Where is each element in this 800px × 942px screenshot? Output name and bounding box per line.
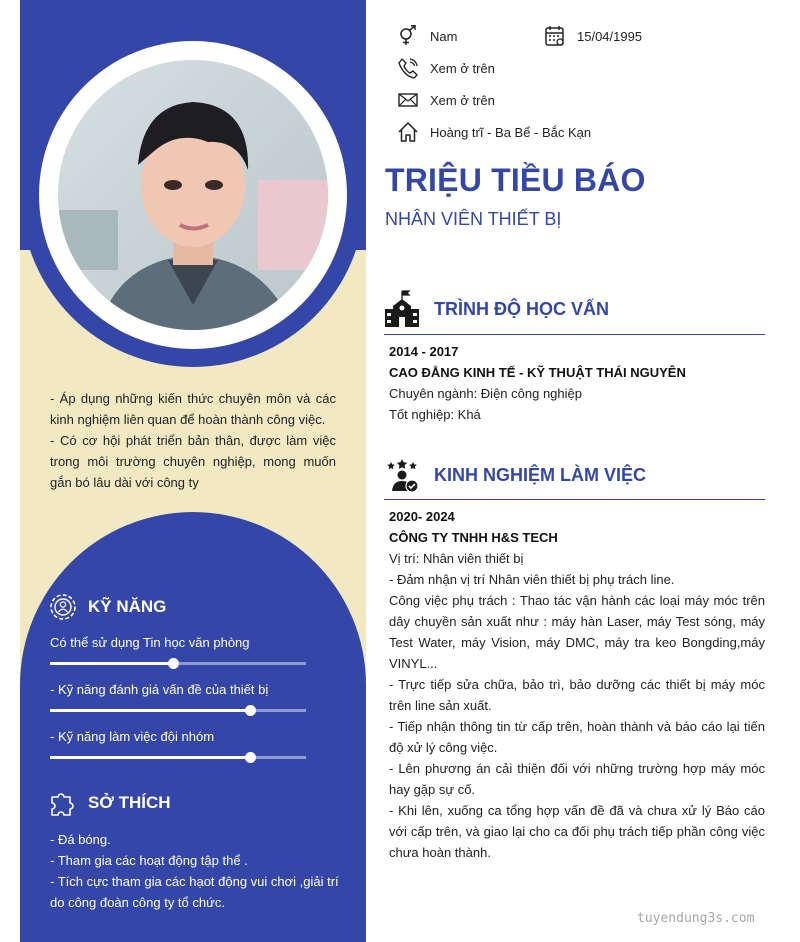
skill-gear-icon: [48, 592, 78, 622]
hobby-item: - Tích cực tham gia các hạot động vui chơi ,giải trí do công đoàn công ty tổ chức.: [50, 874, 339, 910]
experience-line: Công việc phụ trách : Thao tác vận hành các loại máy móc trên dây chuyền sản xuất như : máy hàn Laser, máy Test sóng, máy Test Water, máy Vision, máy DMC, máy tra keo Bongding,máy VINYL...: [389, 593, 765, 671]
hobby-item: - Đá bóng.: [50, 832, 111, 847]
phone-row: [398, 57, 495, 79]
skill-name: Có thể sử dụng Tin học văn phòng: [50, 635, 250, 650]
school-icon: [384, 290, 420, 328]
candidate-name: TRIỆU TIỀU BÁO: [385, 162, 646, 198]
skill-level-knob[interactable]: [245, 705, 256, 716]
experience-line: - Trực tiếp sửa chữa, bảo trì, bảo dưỡng các thiết bị máy móc trên line sản xuất.: [389, 677, 765, 713]
gender-value: Nam: [430, 28, 458, 44]
objective-line: - Có cơ hội phát triển bản thân, được làm việc trong môi trường chuyên nghiệp, mong muốn gắn bó lâu dài với công ty: [50, 433, 336, 490]
skill-bar: [50, 662, 306, 665]
phone-icon: [398, 57, 418, 79]
email-row: [398, 89, 495, 111]
career-objective: [50, 388, 336, 493]
hobby-item: - Tham gia các hoạt động tập thể .: [50, 853, 248, 868]
job-title: NHÂN VIÊN THIẾT BỊ: [385, 209, 562, 229]
hobbies-list: [50, 829, 346, 913]
puzzle-icon: [48, 788, 78, 818]
dob-value: 15/04/1995: [577, 28, 643, 44]
education-grade: Tốt nghiệp: Khá: [389, 407, 481, 422]
avatar-frame: [21, 23, 365, 367]
email-value: Xem ở trên: [430, 92, 495, 108]
education-divider: [384, 334, 765, 335]
experience-line: Vị trí: Nhân viên thiết bị: [389, 551, 524, 566]
skill-level-knob[interactable]: [245, 752, 256, 763]
left-column: [20, 0, 366, 942]
skill-name: - Kỹ năng làm việc đội nhóm: [50, 729, 215, 744]
gender-icon: [398, 25, 418, 47]
education-title: TRÌNH ĐỘ HỌC VẤN: [434, 298, 609, 319]
experience-line: - Khi lên, xuống ca tổng hợp vấn đề đã và chưa xử lý Báo cáo với cấp trên, và giao lại cho ca đối phụ trách tiếp phần công việc chưa hoàn thành.: [389, 803, 765, 860]
objective-line: - Áp dụng những kiến thức chuyên môn và các kinh nghiệm liên quan để hoàn thành công việc.: [50, 391, 336, 427]
skills-heading: [48, 592, 166, 622]
education-entry: [389, 341, 765, 425]
phone-value: Xem ở trên: [430, 60, 495, 76]
team-star-icon: [384, 458, 420, 492]
home-icon: [398, 121, 418, 143]
experience-period: 2020- 2024: [389, 509, 455, 524]
experience-title: KINH NGHIỆM LÀM VIỆC: [434, 464, 647, 485]
education-period: 2014 - 2017: [389, 344, 459, 359]
portrait-photo: [58, 60, 328, 330]
education-heading: [384, 290, 609, 328]
address-row: [398, 121, 591, 143]
experience-line: - Lên phương án cải thiện đối với những trường hợp máy móc hay gặp sự cố.: [389, 761, 765, 797]
experience-heading: [384, 458, 646, 492]
address-value: Hoàng trĩ - Ba Bể - Bắc Kạn: [430, 124, 592, 140]
education-major: Chuyên ngành: Điện công nghiệp: [389, 386, 582, 401]
skill-level-knob[interactable]: [168, 658, 179, 669]
dob-row: [545, 25, 642, 47]
calendar-icon: [545, 25, 565, 47]
experience-line: - Đảm nhận vị trí Nhân viên thiết bị phụ trách line.: [389, 572, 675, 587]
hobbies-title: SỞ THÍCH: [88, 793, 171, 812]
experience-divider: [384, 499, 765, 500]
company-name: CÔNG TY TNHH H&S TECH: [389, 530, 558, 545]
experience-entry: [389, 506, 765, 863]
skills-title: KỸ NĂNG: [88, 597, 167, 616]
avatar: [58, 60, 328, 330]
gender-row: [398, 25, 457, 47]
school-name: CAO ĐẲNG KINH TẾ - KỸ THUẬT THÁI NGUYÊN: [389, 365, 686, 380]
watermark: tuyendung3s.com: [637, 911, 755, 926]
hobbies-heading: [48, 788, 171, 818]
experience-line: - Tiếp nhận thông tin từ cấp trên, hoàn thành và báo cáo lại tiến độ xử lý công việc.: [389, 719, 765, 755]
skill-bar: [50, 709, 306, 712]
skill-name: - Kỹ năng đánh giá vấn đề của thiết bị: [50, 682, 269, 697]
skill-bar: [50, 756, 306, 759]
mail-icon: [398, 89, 418, 111]
